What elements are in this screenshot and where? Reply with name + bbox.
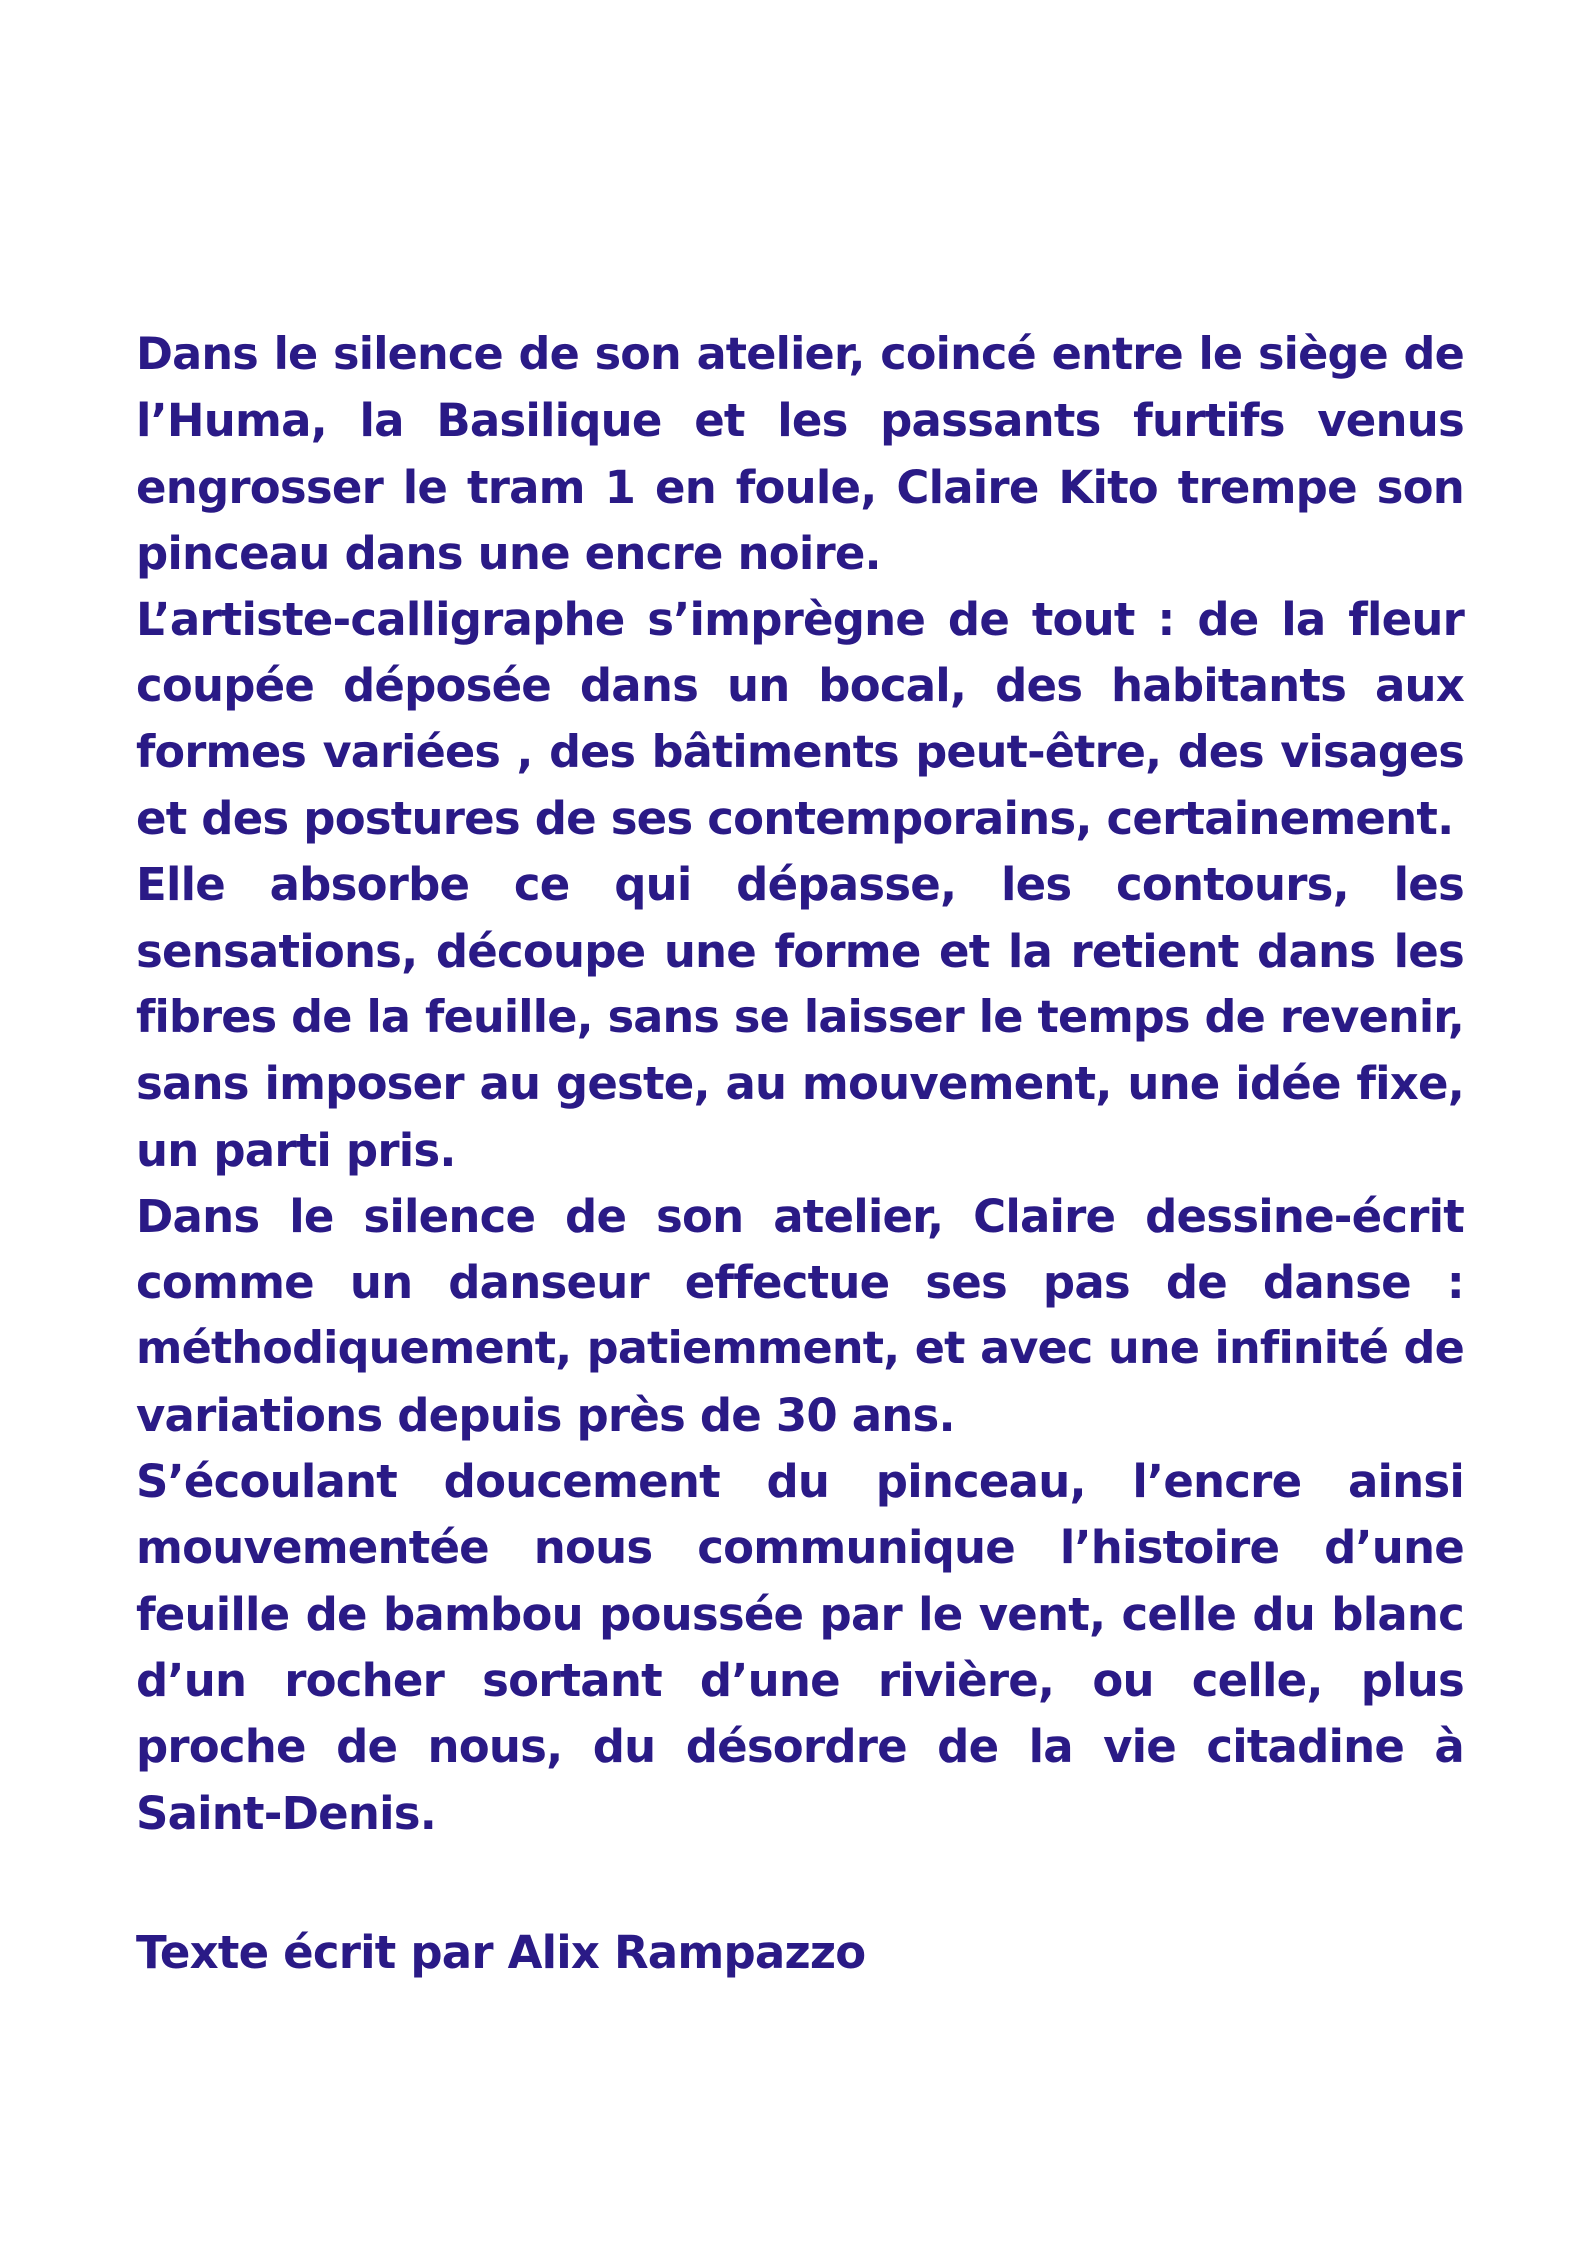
text-line: sensations, découpe une forme et la retient dans les: [136, 924, 1464, 978]
article-body: [136, 322, 1464, 1847]
text-line: comme un danseur effectue ses pas de danse :: [136, 1256, 1464, 1310]
text-line: Elle absorbe ce qui dépasse, les contours, les: [136, 858, 1464, 912]
text-line: fibres de la feuille, sans se laisser le temps de revenir,: [136, 991, 1464, 1043]
text-line: un parti pris.: [136, 1123, 456, 1177]
paragraph-2: [136, 587, 1464, 852]
paragraph-1: [136, 322, 1464, 587]
text-line: Saint-Denis.: [136, 1786, 437, 1840]
text-line: mouvementée nous communique l’histoire d’une: [136, 1521, 1464, 1575]
text-line: Dans le silence de son atelier, Claire dessine-écrit: [136, 1189, 1464, 1243]
text-line: méthodiquement, patiemment, et avec une infinité de: [136, 1323, 1464, 1375]
text-line: et des postures de ses contemporains, certainement.: [136, 792, 1454, 846]
paragraph-5: [136, 1449, 1464, 1847]
text-line: Dans le silence de son atelier, coincé entre le siège de: [136, 329, 1464, 380]
text-line: pinceau dans une encre noire.: [136, 526, 881, 580]
text-line: engrosser le tram 1 en foule, Claire Kito trempe son: [136, 460, 1464, 514]
text-line: proche de nous, du désordre de la vie citadine à: [136, 1720, 1464, 1774]
paragraph-3: [136, 852, 1464, 1183]
text-line: variations depuis près de 30 ans.: [136, 1388, 955, 1442]
text-line: coupée déposée dans un bocal, des habitants aux: [136, 659, 1464, 713]
text-line: l’Huma, la Basilique et les passants furtifs venus: [136, 394, 1464, 448]
text-line: L’artiste-calligraphe s’imprègne de tout : de la fleur: [136, 593, 1464, 647]
text-line: d’un rocher sortant d’une rivière, ou celle, plus: [136, 1653, 1464, 1707]
text-line: S’écoulant doucement du pinceau, l’encre ainsi: [136, 1455, 1464, 1509]
text-line: feuille de bambou poussée par le vent, celle du blanc: [136, 1587, 1464, 1641]
text-line: formes variées , des bâtiments peut-être, des visages: [136, 726, 1464, 778]
paragraph-4: [136, 1184, 1464, 1449]
text-line: sans imposer au geste, au mouvement, une idée fixe,: [136, 1057, 1464, 1111]
author-signature: Texte écrit par Alix Rampazzo: [136, 1926, 866, 1979]
